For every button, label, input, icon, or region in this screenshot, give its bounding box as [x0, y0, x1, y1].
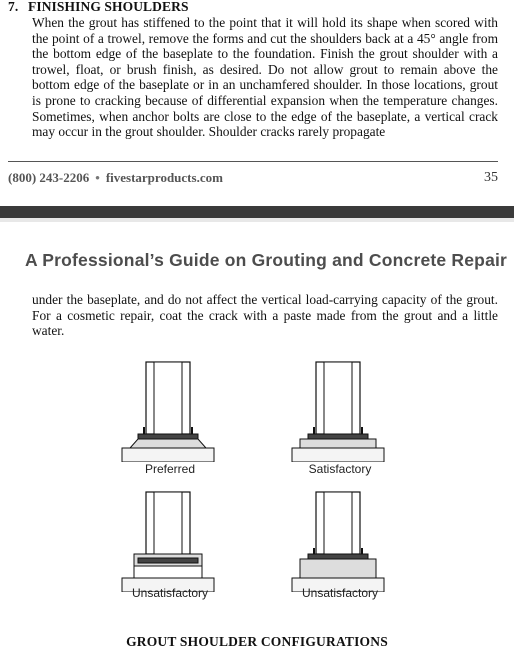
page-separator-shadow [0, 218, 514, 222]
config-preferred [110, 352, 230, 482]
page-footer [8, 170, 498, 186]
caption-unsatisfactory-2: Unsatisfactory [301, 586, 379, 600]
body-paragraph-continued: under the baseplate, and do not affect the vertical load-carrying capacity of the grout. For a cosmetic repair, coat the crack with a paste made from the grout and a little water. [32, 292, 498, 339]
heading-text: FINISHING SHOULDERS [28, 0, 189, 14]
grout-shoulder-figure [110, 352, 400, 612]
heading-number: 7. [8, 0, 19, 14]
unsatisfactory-diagram-2-icon [280, 482, 400, 592]
caption-satisfactory: Satisfactory [308, 462, 372, 476]
config-satisfactory [280, 352, 400, 482]
running-header-title: A Professional’s Guide on Grouting and Concrete Repair [25, 250, 508, 270]
footer-rule [8, 161, 498, 162]
body-paragraph: When the grout has stiffened to the point that it will hold its shape when scored with the point of a trowel, remove the forms and cut the shoulders back at a 45° angle from the bottom edge of the baseplate to the foundation. Finish the grout shoulder with a trowel, float, or brush finish, as desired. Do not allow grout to remain above the bottom edge of the baseplate or in an unchamfered shoulder. In those locations, grout is prone to cracking because of differential expansion when the temperature changes. Sometimes, when anchor bolts are close to the edge of the baseplate, a vertical crack may occur in the grout shoulder. Shoulder cracks rarely propagate [32, 15, 498, 140]
preferred-diagram-icon [110, 352, 230, 462]
caption-preferred: Preferred [144, 462, 196, 476]
config-unsatisfactory-2 [280, 482, 400, 612]
footer-separator: • [95, 170, 100, 185]
figure-caption: GROUT SHOULDER CONFIGURATIONS [126, 634, 388, 649]
footer-phone: (800) 243-2206 [8, 170, 90, 185]
page-separator [0, 206, 514, 218]
config-unsatisfactory-1 [110, 482, 230, 612]
page-number: 35 [484, 170, 498, 185]
footer-website: fivestarproducts.com [105, 170, 223, 185]
caption-unsatisfactory-1: Unsatisfactory [131, 586, 209, 600]
section-heading [8, 0, 189, 15]
satisfactory-diagram-icon [280, 352, 400, 462]
page-35 [0, 0, 514, 205]
unsatisfactory-diagram-1-icon [110, 482, 230, 592]
